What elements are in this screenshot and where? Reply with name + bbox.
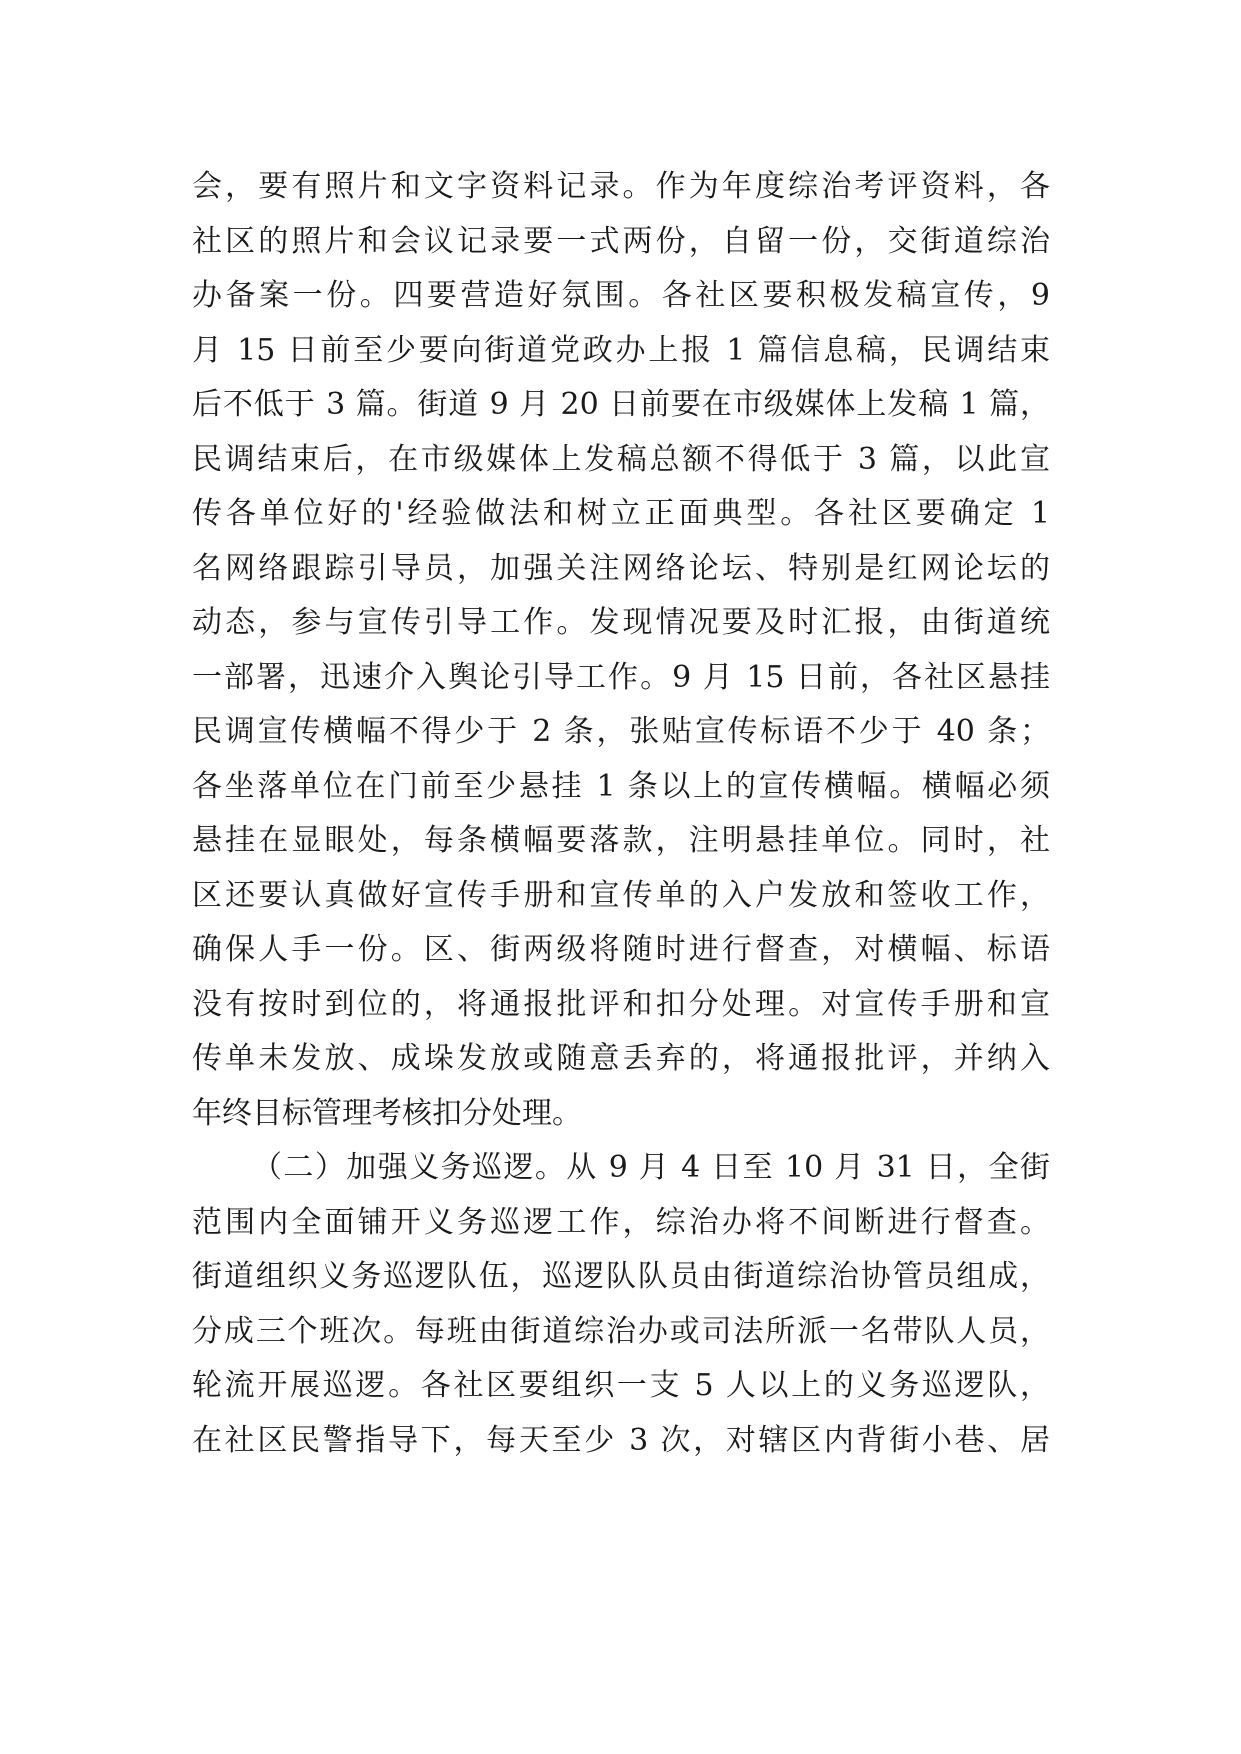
paragraph-end-line: 年终目标管理考核扣分处理。: [192, 1095, 582, 1131]
text-line: 月 15 日前至少要向街道党政办上报 1 篇信息稿，民调结束: [192, 332, 1050, 368]
text-line: 一部署，迅速介入舆论引导工作。9 月 15 日前，各社区悬挂: [192, 659, 1050, 695]
text-line: 街道组织义务巡逻队伍，巡逻队队员由街道综治协管员组成，: [192, 1259, 1050, 1294]
text-line: 传单未发放、成垛发放或随意丢弃的，将通报批评，并纳入: [192, 1041, 1050, 1076]
text-line: 没有按时到位的，将通报批评和扣分处理。对宣传手册和宣: [192, 986, 1050, 1022]
text-line: 确保人手一份。区、街两级将随时进行督查，对横幅、标语: [192, 932, 1050, 967]
text-line: 民调结束后，在市级媒体上发稿总额不得低于 3 篇，以此宣: [192, 441, 1050, 477]
text-line: 轮流开展巡逻。各社区要组织一支 5 人以上的义务巡逻队，: [192, 1368, 1050, 1403]
text-line: 动态，参与宣传引导工作。发现情况要及时汇报，由街道统: [192, 605, 1050, 640]
text-line: 各坐落单位在门前至少悬挂 1 条以上的宣传横幅。横幅必须: [192, 768, 1050, 804]
text-line: 办备案一份。四要营造好氛围。各社区要积极发稿宣传，9: [192, 278, 1050, 313]
document-body: [192, 160, 1050, 1468]
text-line: 社区的照片和会议记录要一式两份，自留一份，交街道综治: [192, 223, 1050, 259]
text-line: 后不低于 3 篇。街道 9 月 20 日前要在市级媒体上发稿 1 篇，: [192, 387, 1050, 422]
text-line: 民调宣传横幅不得少于 2 条，张贴宣传标语不少于 40 条；: [192, 714, 1050, 749]
text-line: 在社区民警指导下，每天至少 3 次，对辖区内背街小巷、居: [192, 1422, 1050, 1458]
text-line: 区还要认真做好宣传手册和宣传单的入户发放和签收工作，: [192, 877, 1050, 913]
text-line: 名网络跟踪引导员，加强关注网络论坛、特别是红网论坛的: [192, 550, 1050, 586]
text-line: 悬挂在显眼处，每条横幅要落款，注明悬挂单位。同时，社: [192, 823, 1050, 858]
text-line: 分成三个班次。每班由街道综治办或司法所派一名带队人员，: [192, 1313, 1050, 1349]
text-line: 会，要有照片和文字资料记录。作为年度综治考评资料，各: [192, 169, 1050, 204]
section-heading-line: （二）加强义务巡逻。从 9 月 4 日至 10 月 31 日，全街: [252, 1150, 1050, 1185]
text-line: 范围内全面铺开义务巡逻工作，综治办将不间断进行督查。: [192, 1204, 1050, 1240]
text-line: 传各单位好的'经验做法和树立正面典型。各社区要确定 1: [192, 496, 1050, 531]
